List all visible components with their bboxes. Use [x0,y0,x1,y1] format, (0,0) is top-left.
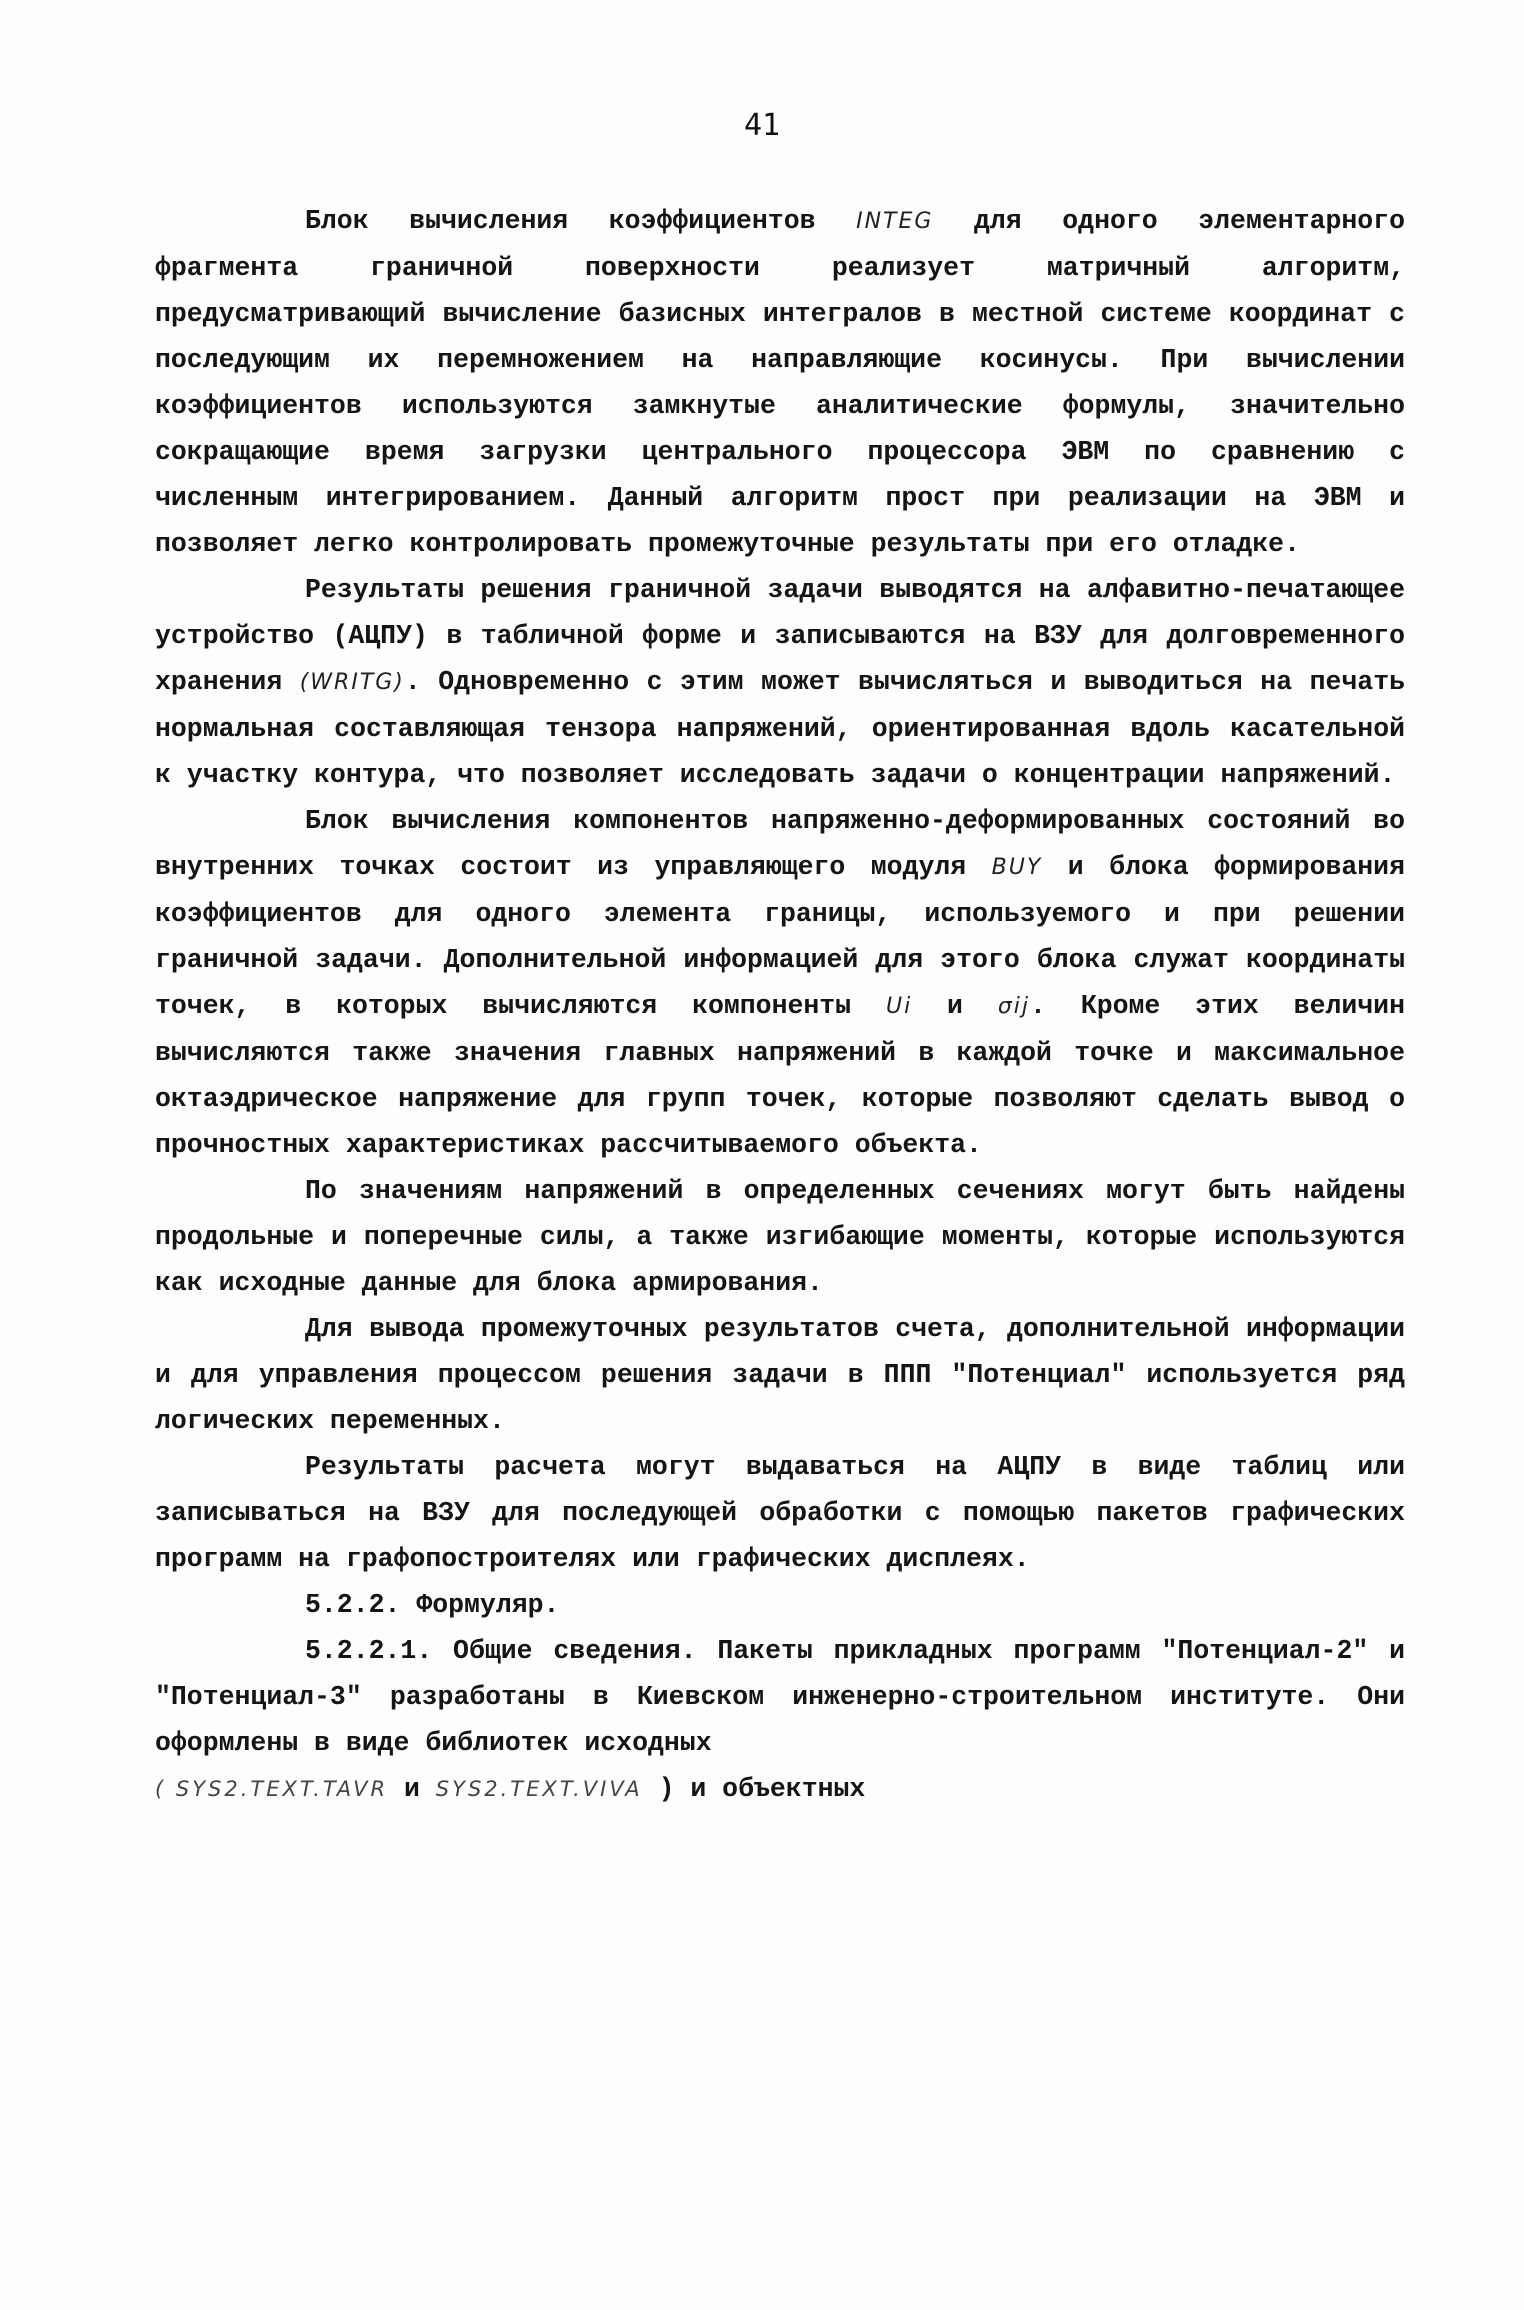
paragraph-text: . Кроме этих величин вычисляются также значения главных напряжений в каждой точке и максимальное октаэдрическое напряжение для групп точек, которые позволяют сделать вывод о прочностных характеристиках рассчитываемого объекта. [155,991,1405,1160]
paragraph [155,1168,1405,1306]
identifier-text: ( SYS2.TEXT.TAVR [155,1777,389,1801]
paragraph-text: Блок вычисления коэффициентов [305,206,857,236]
paragraph [155,1628,1405,1766]
paragraph [155,1766,1405,1812]
page-number: 41 [743,108,781,143]
paragraph-text: и блока формирования коэффициентов для одного элемента границы, используемого и при решении граничной задачи. Дополнительной информацией для этого блока служат координаты точек, в которых вычисляются компоненты [155,852,1405,1021]
paragraph [155,1306,1405,1444]
identifier-text: INTEG [856,209,934,234]
paragraph-text: 5.2.2.1. Общие сведения. Пакеты прикладных программ "Потенциал-2" и "Потенциал-3" разработаны в Киевском инженерно-строительном институте. Они оформлены в виде библиотек исходных [155,1636,1405,1758]
paragraph-text: Результаты решения граничной задачи выводятся на алфавитно-печатающее устройство (АЦПУ) в табличной форме и записываются на ВЗУ для долговременного хранения [155,575,1405,697]
paragraph-text: 5.2.2. Формуляр. [305,1590,560,1620]
identifier-text: σij [997,994,1031,1019]
paragraph [155,567,1405,798]
paragraph-text: Блок вычисления компонентов напряженно-деформированных состояний во внутренних точках состоит из управляющего модуля [155,806,1405,882]
paragraph-text: ) и объектных [642,1774,866,1804]
paragraph-text: . Одновременно с этим может вычисляться и выводиться на печать нормальная составляющая тензора напряжений, ориентированная вдоль касательной к участку контура, что позволяет исследовать задачи о концентрации напряжений. [155,667,1405,790]
paragraph-text: По значениям напряжений в определенных сечениях могут быть найдены продольные и поперечные силы, а также изгибающие моменты, которые используются как исходные данные для блока армирования. [155,1176,1405,1298]
paragraph [155,198,1405,567]
identifier-text: BUY [991,855,1043,880]
identifier-text: (WRITG) [299,670,405,695]
paragraph-text: Результаты расчета могут выдаваться на АЦПУ в виде таблиц или записываться на ВЗУ для последующей обработки с помощью пакетов графических программ на графопостроителях или графических дисплеях. [155,1452,1405,1574]
paragraph [155,1444,1405,1582]
paragraph [155,798,1405,1168]
identifier-text: Ui [885,994,913,1019]
paragraph-text: и [912,991,998,1021]
section-heading [155,1582,1405,1628]
paragraph-text: и [388,1774,436,1804]
paragraph-text: Для вывода промежуточных результатов счета, дополнительной информации и для управления процессом решения задачи в ППП "Потенциал" используется ряд логических переменных. [155,1314,1405,1436]
body-text [155,198,1405,1812]
paragraph-text: для одного элементарного фрагмента граничной поверхности реализует матричный алгоритм, предусматривающий вычисление базисных интегралов в местной системе координат с последующим их перемножением на направляющие косинусы. При вычислении коэффициентов используются замкнутые аналитические формулы, значительно сокращающие время загрузки центрального процессора ЭВМ по сравнению с численным интегрированием. Данный алгоритм прост при реализации на ЭВМ и позволяет легко контролировать промежуточные результаты при его отладке. [155,206,1405,559]
identifier-text: SYS2.TEXT.VIVA [435,1777,643,1801]
